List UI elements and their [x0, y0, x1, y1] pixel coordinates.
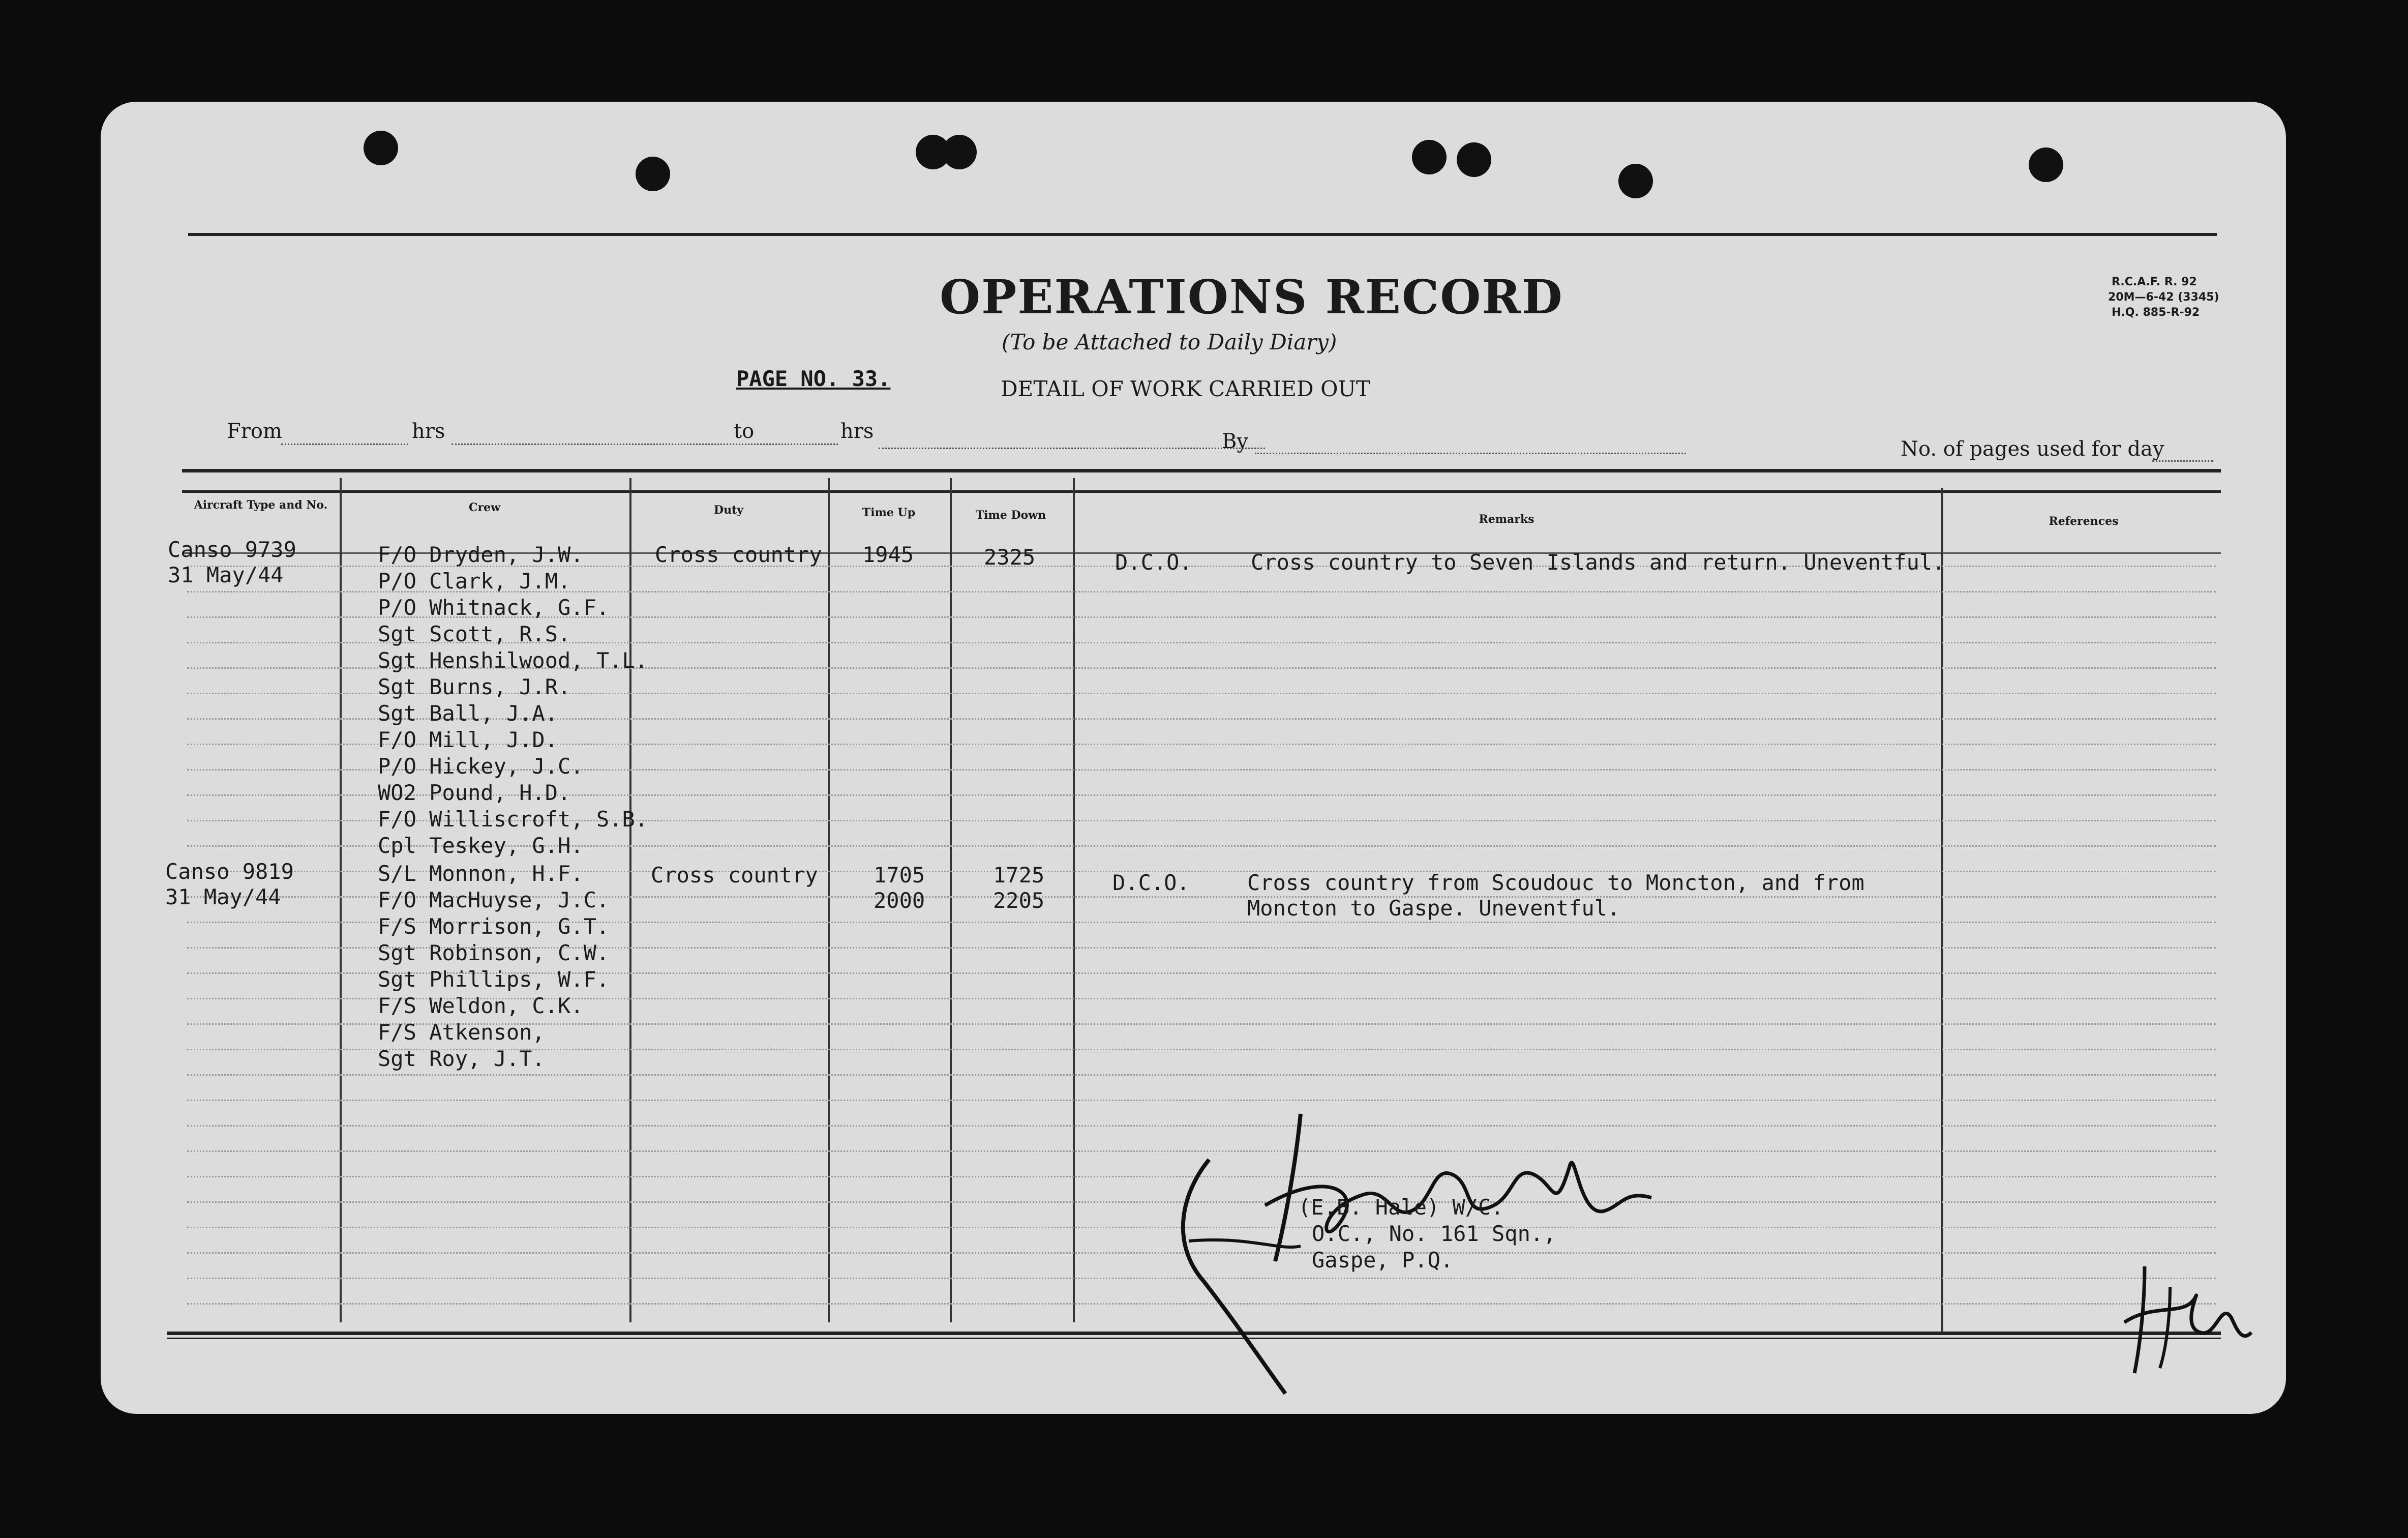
remark-code-entry-1: D.C.O.: [1115, 550, 1192, 575]
crew-member: Sgt Roy, J.T.: [378, 1046, 545, 1071]
aircraft-entry-1: Canso 9739: [168, 537, 296, 562]
punch-hole: [2029, 147, 2063, 182]
crew-member: F/O Williscroft, S.B.: [378, 807, 648, 832]
crew-member: F/S Atkenson,: [378, 1020, 545, 1045]
time-down-entry-2a: 1725: [993, 863, 1045, 888]
col-header-references: References: [2049, 515, 2119, 528]
col-header-time-up: Time Up: [862, 506, 916, 519]
remark-code-entry-2: D.C.O.: [1112, 870, 1190, 895]
operations-record-card: [101, 102, 2286, 1414]
remarks-entry-2a: Cross country from Scoudouc to Moncton, and from: [1247, 870, 1864, 895]
remarks-entry-1: Cross country to Seven Islands and return. Uneventful.: [1251, 550, 1945, 575]
handwritten-initials: [2114, 1256, 2256, 1378]
col-header-duty: Duty: [713, 504, 744, 517]
pages-used-label: No. of pages used for day: [1901, 437, 2164, 461]
time-down-entry-1: 2325: [984, 545, 1036, 570]
punch-hole: [1618, 164, 1653, 198]
page-subtitle: (To be Attached to Daily Diary): [1002, 330, 1337, 354]
time-up-entry-1: 1945: [862, 542, 914, 567]
col-rule: [340, 478, 342, 1322]
crew-member: Sgt Scott, R.S.: [378, 622, 571, 646]
crew-member: F/S Weldon, C.K.: [378, 993, 584, 1018]
from-label: From: [227, 420, 282, 443]
crew-member: Cpl Teskey, G.H.: [378, 833, 584, 858]
crew-list-2: [378, 861, 609, 1072]
col-header-aircraft: Aircraft Type and No.: [194, 498, 328, 512]
crew-member: F/O Dryden, J.W.: [378, 542, 584, 567]
form-code-3: H.Q. 885-R-92: [2112, 306, 2200, 319]
crew-member: S/L Monnon, H.F.: [378, 861, 584, 886]
remarks-entry-2b: Moncton to Gaspe. Uneventful.: [1247, 896, 1620, 921]
crew-member: Sgt Henshilwood, T.L.: [378, 648, 648, 673]
crew-member: F/S Morrison, G.T.: [378, 914, 610, 939]
punch-hole: [1412, 140, 1447, 174]
crew-list-1: [378, 542, 648, 859]
crew-member: F/O MacHuyse, J.C.: [378, 888, 610, 912]
crew-member: Sgt Ball, J.A.: [378, 701, 558, 726]
time-up-entry-2a: 1705: [874, 863, 925, 888]
crew-member: WO2 Pound, H.D.: [378, 780, 571, 805]
hrs-label-1: hrs: [412, 420, 445, 443]
crew-member: Sgt Burns, J.R.: [378, 674, 571, 699]
crew-member: P/O Clark, J.M.: [378, 569, 571, 594]
aircraft-entry-2: Canso 9819: [165, 859, 294, 884]
crew-member: F/O Mill, J.D.: [378, 727, 558, 752]
signature-block: [1298, 1194, 1556, 1274]
col-header-remarks: Remarks: [1479, 513, 1534, 526]
col-header-time-down: Time Down: [975, 509, 1046, 522]
col-rule: [828, 478, 830, 1322]
top-rule: [188, 233, 2217, 236]
time-down-entry-2b: 2205: [993, 888, 1045, 913]
crew-member: P/O Whitnack, G.F.: [378, 595, 610, 620]
punch-hole: [942, 135, 977, 169]
form-code-2: 20M—6-42 (3345): [2108, 291, 2219, 304]
col-rule: [950, 478, 952, 1322]
ruled-line: [187, 1074, 2216, 1076]
signatory-name: (E.B. Hale) W/C.: [1298, 1195, 1504, 1220]
hrs-label-2: hrs: [840, 420, 874, 443]
punch-hole: [1457, 142, 1491, 177]
duty-entry-2: Cross country: [651, 863, 818, 888]
by-label: By: [1222, 430, 1248, 453]
table-top-rule: [182, 469, 2221, 472]
punch-hole: [364, 131, 398, 165]
col-rule: [1941, 488, 1943, 1333]
crew-member: P/O Hickey, J.C.: [378, 754, 584, 779]
signatory-title: O.C., No. 161 Sqn.,: [1312, 1221, 1556, 1246]
page-number: PAGE NO. 33.: [736, 366, 891, 391]
col-header-crew: Crew: [468, 501, 501, 514]
signatory-location: Gaspe, P.Q.: [1312, 1248, 1454, 1273]
crew-member: Sgt Robinson, C.W.: [378, 940, 610, 965]
table-top-rule-2: [182, 490, 2221, 493]
page-title: OPERATIONS RECORD: [940, 270, 1563, 324]
date-entry-2: 31 May/44: [165, 884, 281, 909]
to-label: to: [734, 420, 755, 443]
time-up-entry-2b: 2000: [874, 888, 925, 913]
duty-entry-1: Cross country: [655, 542, 822, 567]
form-code-1: R.C.A.F. R. 92: [2112, 276, 2197, 288]
col-rule: [1073, 478, 1075, 1322]
date-entry-1: 31 May/44: [168, 563, 284, 587]
detail-heading: DETAIL OF WORK CARRIED OUT: [1001, 376, 1370, 401]
punch-hole: [636, 157, 670, 191]
crew-member: Sgt Phillips, W.F.: [378, 967, 610, 992]
